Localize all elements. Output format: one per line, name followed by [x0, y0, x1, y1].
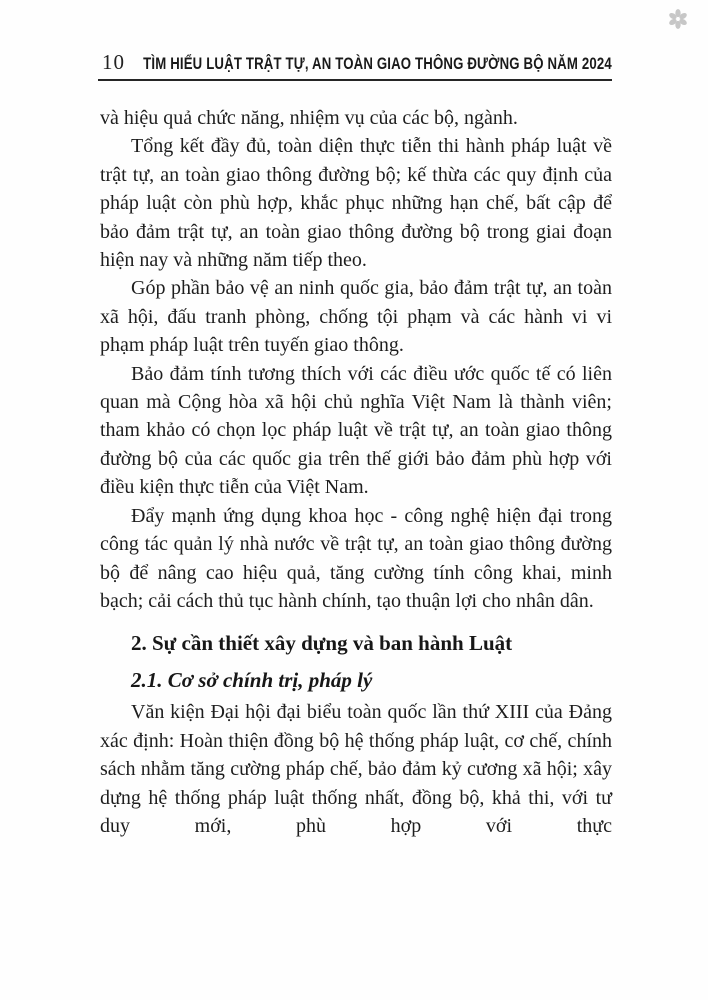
paragraph: Đẩy mạnh ứng dụng khoa học - công nghệ hiện đại trong công tác quản lý nhà nước về trật tự, an toàn giao thông đường bộ để nâng cao hiệu quả, tăng cường tính công khai, minh bạch; cải cách thủ tục hành chính, tạo thuận lợi cho nhân dân. — [100, 504, 612, 612]
flower-icon — [667, 8, 689, 30]
paragraph: Tổng kết đầy đủ, toàn diện thực tiễn thi hành pháp luật về trật tự, an toàn giao thông đường bộ; kế thừa các quy định của pháp luật còn phù hợp, khắc phục những hạn chế, bất cập để bảo đảm trật tự, an toàn giao thông đường bộ trong giai đoạn hiện nay và những năm tiếp theo. — [100, 135, 612, 272]
paragraph: Góp phần bảo vệ an ninh quốc gia, bảo đảm trật tự, an toàn xã hội, đấu tranh phòng, chống tội phạm và các hành vi vi phạm pháp luật trên tuyến giao thông. — [100, 277, 612, 357]
page-body — [100, 104, 612, 840]
section-heading: 2. Sự cần thiết xây dựng và ban hành Luật — [131, 631, 513, 656]
subsection-heading: 2.1. Cơ sở chính trị, pháp lý — [131, 668, 373, 693]
paragraph-continuation: và hiệu quả chức năng, nhiệm vụ của các bộ, ngành. — [100, 107, 518, 129]
running-title: TÌM HIỂU LUẬT TRẬT TỰ, AN TOÀN GIAO THÔNG ĐƯỜNG BỘ NĂM 2024 — [143, 55, 612, 73]
running-header — [98, 49, 612, 76]
header-rule — [98, 79, 612, 81]
page-number: 10 — [102, 50, 125, 74]
paragraph: Bảo đảm tính tương thích với các điều ước quốc tế có liên quan mà Cộng hòa xã hội chủ nghĩa Việt Nam là thành viên; tham khảo có chọn lọc pháp luật về trật tự, an toàn giao thông đường bộ của các quốc gia trên thế giới bảo đảm phù hợp với điều kiện thực tiễn của Việt Nam. — [100, 362, 612, 499]
paragraph: Văn kiện Đại hội đại biểu toàn quốc lần thứ XIII của Đảng xác định: Hoàn thiện đồng bộ hệ thống pháp luật, cơ chế, chính sách nhằm tăng cường pháp chế, bảo đảm kỷ cương xã hội; xây dựng hệ thống pháp luật thống nhất, đồng bộ, khả thi, với tư duy mới, phù hợp với thực — [100, 701, 612, 837]
